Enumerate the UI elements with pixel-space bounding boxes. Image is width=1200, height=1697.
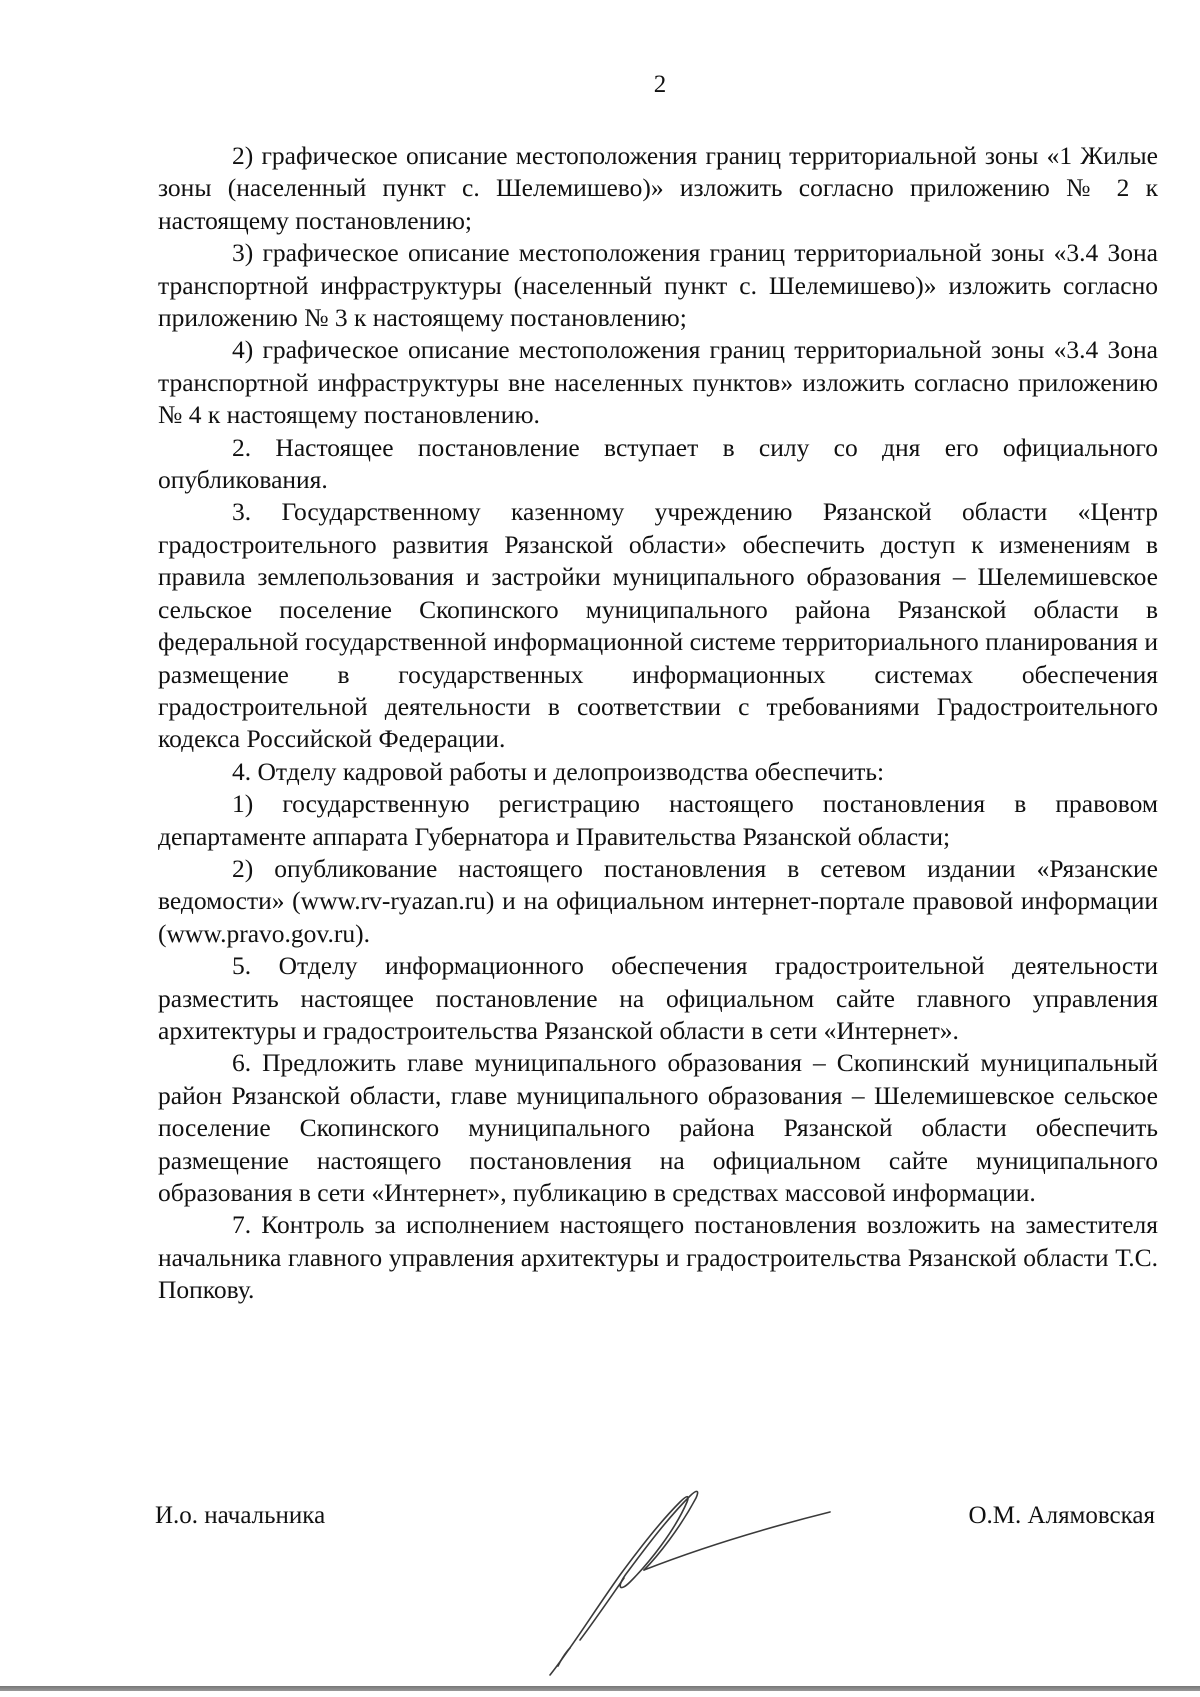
- signatory-name: О.М. Алямовская: [968, 1502, 1155, 1529]
- handwritten-signature: [540, 1470, 840, 1680]
- paragraph-5: 5. Отделу информационного обеспечения градостроительной деятельности разместить настоящее постановление на официальном сайте главного управления архитектуры и градостроительства Рязанской области в сети «Интернет».: [158, 951, 1158, 1045]
- paragraph-1-4: 4) графическое описание местоположения границ территориальной зоны «3.4 Зона транспортной инфраструктуры вне населенных пунктов» изложить согласно приложению № 4 к настоящему постановлению.: [158, 335, 1158, 430]
- paragraph-7: 7. Контроль за исполнением настоящего постановления возложить на заместителя начальника главного управления архитектуры и градостроительства Рязанской области Т.С. Попкову.: [158, 1210, 1158, 1305]
- paragraph-4: 4. Отделу кадровой работы и делопроизводства обеспечить:: [232, 756, 885, 786]
- paragraph-6: 6. Предложить главе муниципального образования – Скопинский муниципальный район Рязанской области, главе муниципального образования – Шелемишевское сельское поселение Скопинского муниципального района Рязанской области обеспечить размещение настоящего постановления на официальном сайте муниципального образования в сети «Интернет», публикацию в средствах массовой информации.: [158, 1048, 1158, 1207]
- signatory-position: И.о. начальника: [155, 1502, 326, 1529]
- document-body: [158, 140, 1158, 1307]
- paragraph-4-1: 1) государственную регистрацию настоящего постановления в правовом департаменте аппарата Губернатора и Правительства Рязанской области;: [158, 789, 1158, 851]
- paragraph-4-2: 2) опубликование настоящего постановления в сетевом издании «Рязанские ведомости» (www.rv-ryazan.ru) и на официальном интернет-портале правовой информации (www.pravo.gov.ru).: [158, 853, 1158, 948]
- paragraph-2: 2. Настоящее постановление вступает в силу со дня его официального опубликования.: [158, 432, 1158, 495]
- paragraph-3: 3. Государственному казенному учреждению Рязанской области «Центр градостроительного развития Рязанской области» обеспечить доступ к изменениям в правила землепользования и застройки муниципального образования – Шелемишевское сельское поселение Скопинского муниципального района Рязанской области в федеральной государственной информационной системе территориального планирования и размещение в государственных информационных системах обеспечения градостроительной деятельности в соответствии с требованиями Градостроительного кодекса Российской Федерации.: [158, 497, 1158, 754]
- paragraph-1-3: 3) графическое описание местоположения границ территориальной зоны «3.4 Зона транспортной инфраструктуры (населенный пункт с. Шелемишево)» изложить согласно приложению № 3 к настоящему постановлению;: [158, 238, 1158, 333]
- page-number: 2: [653, 71, 667, 98]
- paragraph-1-2: 2) графическое описание местоположения границ территориальной зоны «1 Жилые зоны (населенный пункт с. Шелемишево)» изложить согласно приложению № 2 к настоящему постановлению;: [158, 141, 1158, 235]
- bottom-border: [0, 1686, 1200, 1691]
